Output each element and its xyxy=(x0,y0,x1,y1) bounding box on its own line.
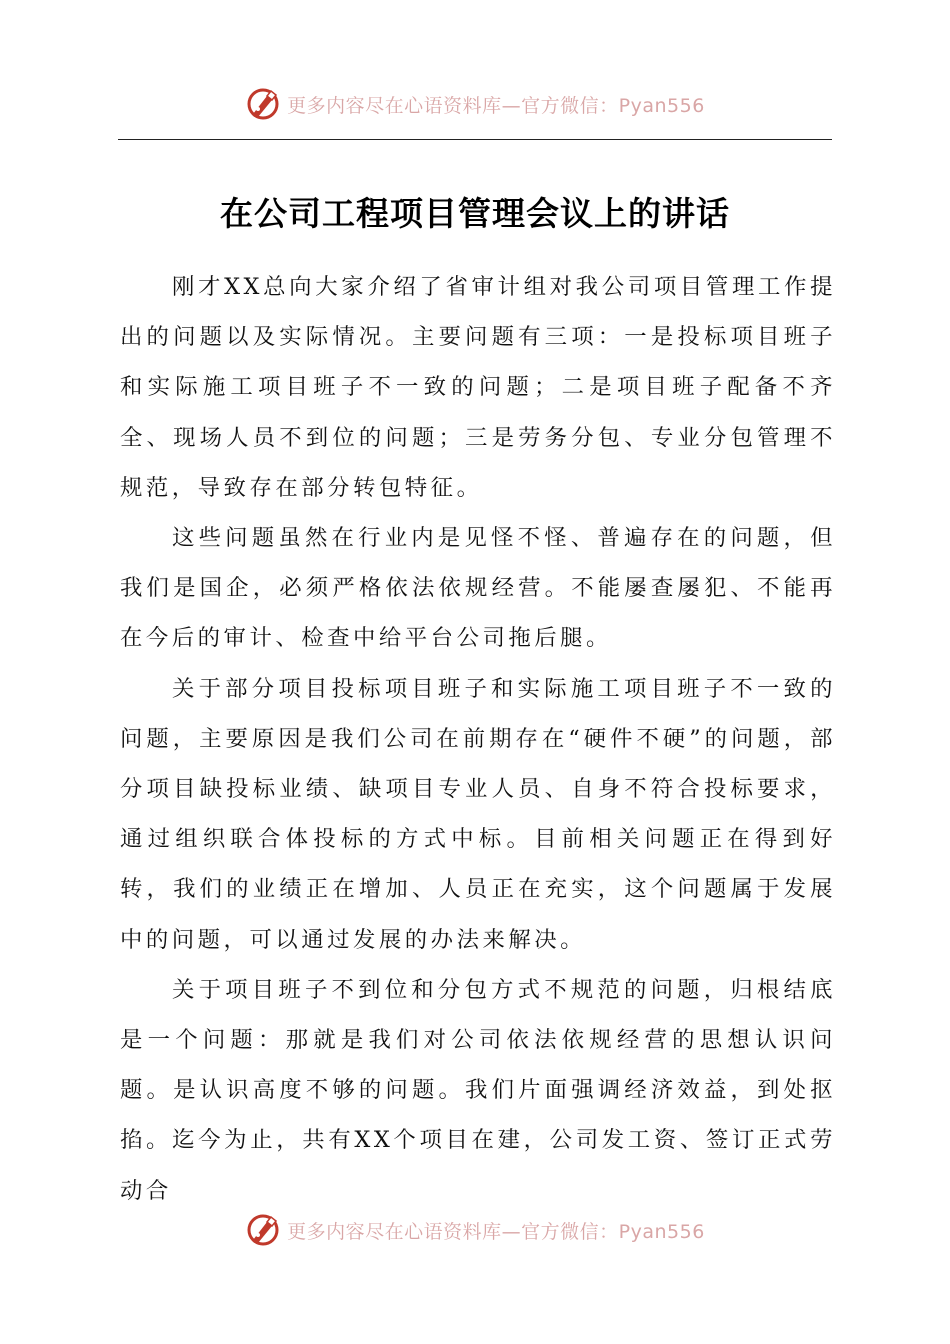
paragraph: 关于项目班子不到位和分包方式不规范的问题，归根结底是一个问题：那就是我们对公司依法依规经营的思想认识问题。是认识高度不够的问题。我们片面强调经济效益，到处抠掐。迄今为止，共有XX个项目在建，公司发工资、签订正式劳动合 xyxy=(120,976,836,1204)
document-title: 在公司工程项目管理会议上的讲话 xyxy=(220,194,730,233)
paragraph: 关于部分项目投标项目班子和实际施工项目班子不一致的问题，主要原因是我们公司在前期存在“硬件不硬”的问题，部分项目缺投标业绩、缺项目专业人员、自身不符合投标要求，通过组织联合体投标的方式中标。目前相关问题正在得到好转，我们的业绩正在增加、人员正在充实，这个问题属于发展中的问题，可以通过发展的办法来解决。 xyxy=(120,675,836,953)
footer-watermark-text: 更多内容尽在心语资料库—官方微信：Pyan556 xyxy=(287,1220,705,1243)
header-divider xyxy=(118,139,832,140)
header-watermark-banner xyxy=(0,84,950,124)
paragraph: 刚才XX总向大家介绍了省审计组对我公司项目管理工作提出的问题以及实际情况。主要问题有三项：一是投标项目班子和实际施工项目班子不一致的问题；二是项目班子配备不齐全、现场人员不到位的问题；三是劳务分包、专业分包管理不规范，导致存在部分转包特征。 xyxy=(120,274,836,501)
header-watermark-text: 更多内容尽在心语资料库—官方微信：Pyan556 xyxy=(287,94,705,117)
document-body xyxy=(120,262,836,1216)
pen-logo-icon xyxy=(245,86,281,122)
pen-logo-icon xyxy=(245,1212,281,1248)
paragraph: 这些问题虽然在行业内是见怪不怪、普遍存在的问题，但我们是国企，必须严格依法依规经营。不能屡查屡犯、不能再在今后的审计、检查中给平台公司拖后腿。 xyxy=(120,525,836,652)
footer-watermark-banner xyxy=(0,1210,950,1250)
